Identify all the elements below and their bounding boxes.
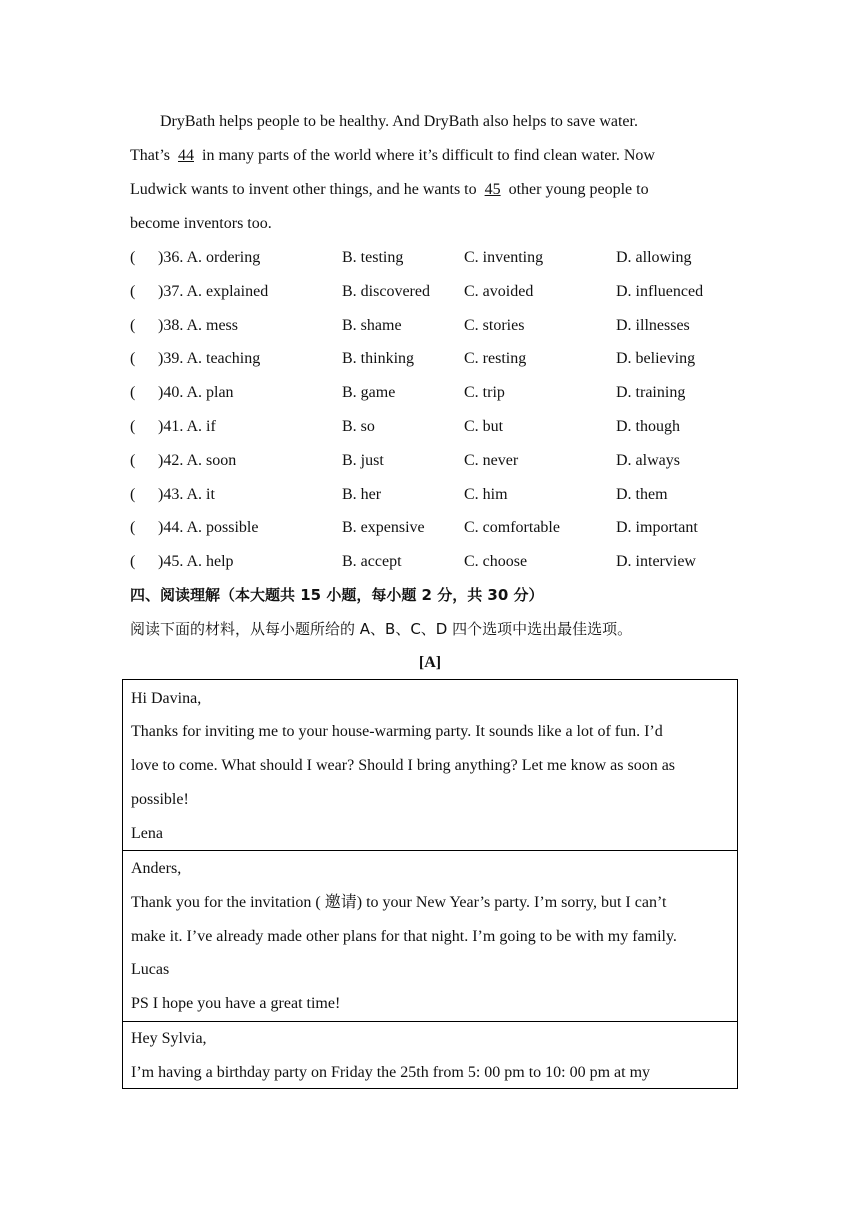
question-row: [130, 282, 750, 302]
option-c: C. choose: [464, 553, 528, 571]
option-c: C. resting: [464, 350, 527, 368]
option-b: B. just: [342, 451, 384, 469]
option-a: )38. A. mess: [158, 316, 238, 334]
question-row: [130, 316, 750, 336]
option-b: B. thinking: [342, 350, 415, 368]
passage-text: That’s: [130, 147, 170, 164]
option-b: B. accept: [342, 553, 402, 571]
question-row: [130, 485, 750, 505]
question-row: [130, 518, 750, 538]
option-d: D. them: [616, 485, 668, 503]
passage-text: Ludwick wants to invent other things, and he wants to: [130, 181, 477, 198]
question-row: [130, 417, 750, 437]
letter-line: Thank you for the invitation ( 邀请) to your New Year’s party. I’m sorry, but I can’t: [131, 894, 667, 911]
letter-line: Anders,: [131, 860, 182, 877]
answer-paren: (: [130, 519, 136, 537]
option-a: )37. A. explained: [158, 282, 269, 300]
letter-signature: Lena: [131, 825, 163, 842]
question-row: [130, 383, 750, 403]
option-b: B. her: [342, 485, 382, 503]
option-c: C. comfortable: [464, 519, 560, 537]
question-row: [130, 248, 750, 268]
option-d: D. believing: [616, 350, 696, 368]
option-a: )36. A. ordering: [158, 249, 261, 266]
blank-45: 45: [484, 181, 501, 198]
letter-cell-1: [123, 680, 737, 851]
passage-text: other young people to: [508, 181, 649, 198]
letter-line: love to come. What should I wear? Should I bring anything? Let me know as soon as: [131, 757, 676, 774]
passage-line-3: [130, 180, 649, 200]
passage-text: in many parts of the world where it’s difficult to find clean water. Now: [202, 147, 655, 164]
answer-paren: (: [130, 451, 136, 469]
option-d: D. interview: [616, 553, 696, 571]
answer-paren: (: [130, 418, 136, 435]
section-heading: 四、阅读理解（本大题共 15 小题，每小题 2 分，共 30 分）: [130, 586, 544, 604]
section-instruction: 阅读下面的材料，从每小题所给的 A、B、C、D 四个选项中选出最佳选项。: [130, 620, 633, 638]
option-d: D. important: [616, 519, 698, 537]
letter-line: Hi Davina,: [131, 690, 202, 707]
letters-table: [122, 679, 738, 1089]
answer-paren: (: [130, 485, 136, 503]
option-c: C. never: [464, 451, 519, 469]
option-a: )41. A. if: [158, 418, 216, 435]
answer-paren: (: [130, 316, 136, 334]
option-b: B. testing: [342, 249, 404, 266]
option-c: C. inventing: [464, 249, 544, 266]
option-a: )42. A. soon: [158, 451, 237, 469]
option-b: B. expensive: [342, 519, 425, 537]
option-d: D. illnesses: [616, 316, 690, 334]
passage-line-2: [130, 146, 655, 166]
option-d: D. training: [616, 384, 686, 402]
option-b: B. so: [342, 418, 375, 435]
letter-cell-3: [123, 1022, 737, 1088]
answer-paren: (: [130, 282, 136, 300]
option-a: )39. A. teaching: [158, 350, 261, 368]
passage-label: [A]: [418, 654, 442, 671]
question-row: [130, 552, 750, 572]
letter-line: PS I hope you have a great time!: [131, 995, 341, 1012]
question-row: [130, 349, 750, 369]
option-a: )43. A. it: [158, 485, 215, 503]
option-a: )40. A. plan: [158, 384, 234, 402]
option-a: )45. A. help: [158, 553, 234, 571]
option-d: D. though: [616, 418, 680, 435]
blank-44: 44: [178, 147, 194, 164]
option-b: B. shame: [342, 316, 402, 334]
option-c: C. stories: [464, 316, 525, 334]
answer-paren: (: [130, 350, 136, 368]
option-a: )44. A. possible: [158, 519, 259, 537]
letter-cell-2: [123, 851, 737, 1022]
answer-paren: (: [130, 249, 136, 266]
passage-line-1: DryBath helps people to be healthy. And DryBath also helps to save water.: [160, 113, 638, 130]
option-c: C. but: [464, 418, 504, 435]
answer-paren: (: [130, 553, 136, 571]
option-d: D. influenced: [616, 282, 704, 300]
option-d: D. allowing: [616, 249, 692, 266]
option-b: B. discovered: [342, 282, 430, 300]
option-c: C. him: [464, 485, 508, 503]
option-b: B. game: [342, 384, 396, 402]
option-c: C. avoided: [464, 282, 534, 300]
letter-line: Hey Sylvia,: [131, 1030, 207, 1047]
letter-line: Thanks for inviting me to your house-warming party. It sounds like a lot of fun. I’d: [131, 723, 663, 740]
letter-line: make it. I’ve already made other plans for that night. I’m going to be with my family.: [131, 928, 677, 945]
answer-paren: (: [130, 384, 136, 402]
option-d: D. always: [616, 451, 680, 469]
question-row: [130, 451, 750, 471]
option-c: C. trip: [464, 384, 505, 402]
letter-line: I’m having a birthday party on Friday the 25th from 5: 00 pm to 10: 00 pm at my: [131, 1064, 651, 1081]
passage-line-4: become inventors too.: [130, 215, 272, 232]
letter-line: possible!: [131, 791, 189, 808]
letter-signature: Lucas: [131, 961, 170, 978]
